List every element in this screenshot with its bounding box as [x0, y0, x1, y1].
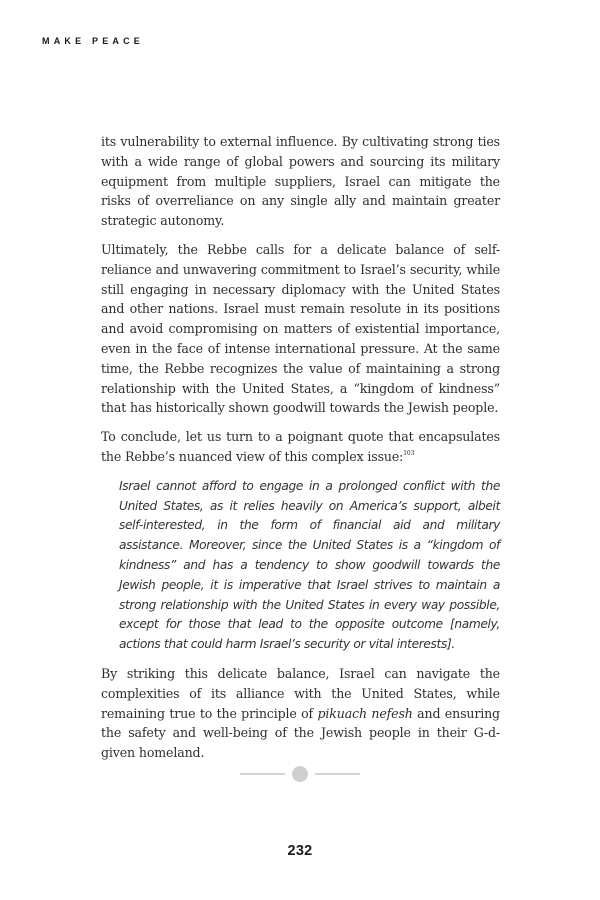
- page-body: [101, 132, 500, 772]
- footnote-marker[interactable]: 103: [403, 449, 415, 457]
- divider-line-left: [240, 773, 285, 775]
- section-divider: [240, 766, 360, 782]
- paragraph-1: its vulnerability to external influence. By cultivating strong ties with a wide range of global powers and sourcing its military equipment from multiple suppliers, Israel can mitigate the risks of overreliance on any single ally and maintain greater strategic autonomy.: [101, 134, 500, 229]
- divider-dot-icon: [292, 766, 308, 782]
- closing-text-end: and ensuring the safety and well-being of the Jewish people in their G-d-given homeland.: [101, 705, 500, 761]
- running-head: MAKE PEACE: [42, 36, 145, 46]
- closing-text-start: By striking this delicate balance, Israel can navigate the complexities of its alliance with the United States, while remaining true to the principle of: [101, 665, 500, 721]
- divider-line-right: [315, 773, 360, 775]
- paragraph-intro-quote: [101, 427, 500, 467]
- block-quote: Israel cannot afford to engage in a prolonged conflict with the United States, as it relies heavily on America’s support, albeit self-interested, in the form of financial aid and military assistance. Moreover, since the United States is a “kingdom of kindness” and has a tendency to show goodwill towards the Jewish people, it is imperative that Israel strives to maintain a strong relationship with the United States in every way possible, except for those that lead to the opposite outcome [namely, actions that could harm Israel’s security or vital interests].: [119, 478, 500, 652]
- paragraph-2: Ultimately, the Rebbe calls for a delicate balance of self-reliance and unwavering commitment to Israel’s security, while still engaging in necessary diplomacy with the United States and other nations. Israel must remain resolute in its positions and avoid compromising on matters of existential importance, even in the face of intense international pressure. At the same time, the Rebbe recognizes the value of maintaining a strong relationship with the United States, a “kingdom of kindness” that has historically shown goodwill towards the Jewish people.: [101, 241, 500, 416]
- page-number: 232: [287, 843, 313, 859]
- paragraph-closing: [101, 664, 500, 763]
- intro-text: To conclude, let us turn to a poignant quote that encapsulates the Rebbe’s nuanced view of this complex issue:: [101, 429, 500, 464]
- closing-italic-term: pikuach nefesh: [317, 705, 413, 721]
